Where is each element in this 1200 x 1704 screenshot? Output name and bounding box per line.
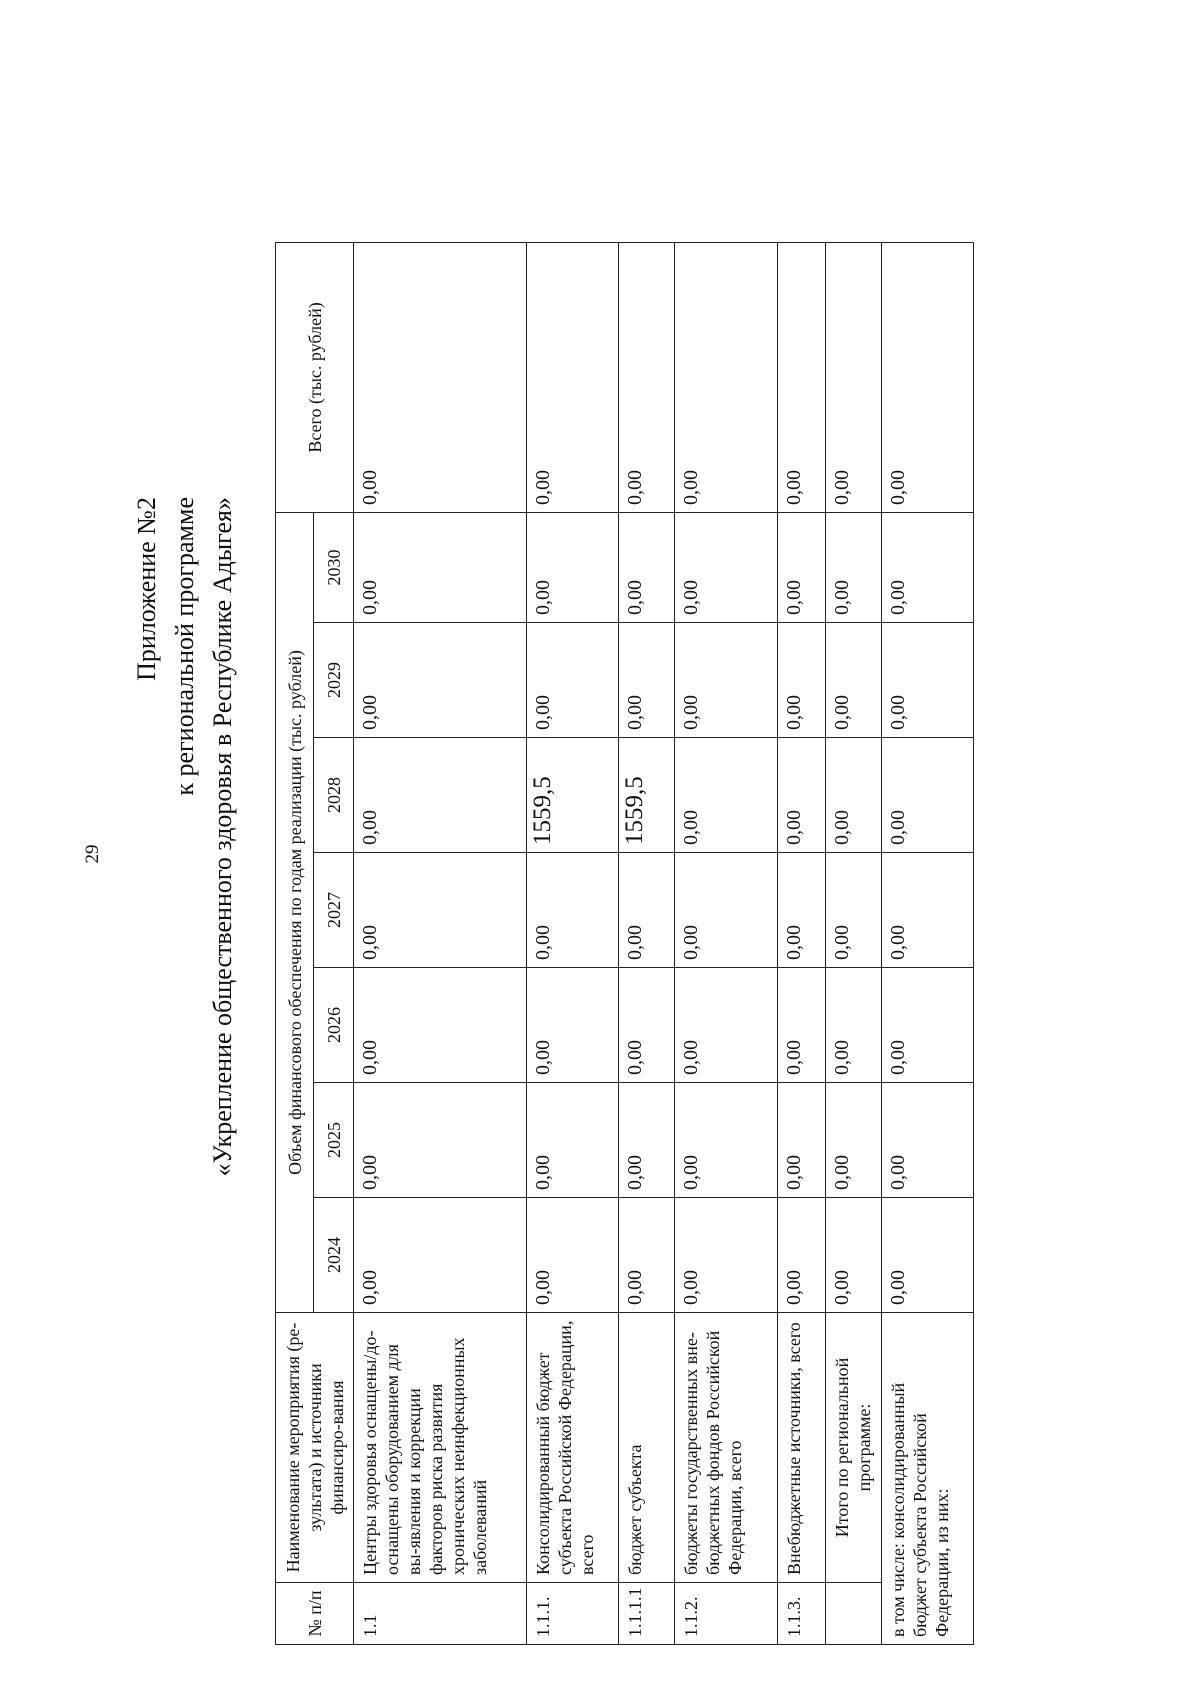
row-value: 0,00: [881, 1083, 973, 1198]
row-name: Итого по региональной программе:: [826, 1313, 881, 1583]
row-value: 0,00: [675, 968, 778, 1083]
row-value: 0,00: [881, 623, 973, 738]
table-row: [354, 242, 527, 1644]
row-name: Консолидированный бюджет субъекта Российской Федерации, всего: [526, 1313, 618, 1583]
row-name: бюджеты государственных вне-бюджетных фондов Российской Федерации, всего: [675, 1313, 778, 1583]
row-value: 0,00: [675, 512, 778, 622]
row-value: 0,00: [526, 853, 618, 968]
row-value: 0,00: [881, 738, 973, 853]
row-num: 1.1: [354, 1583, 527, 1645]
row-num: 1.1.1.1: [618, 1583, 674, 1645]
row-value: 0,00: [354, 738, 527, 853]
row-total: 0,00: [778, 242, 826, 512]
row-value: 0,00: [675, 738, 778, 853]
row-value: 0,00: [881, 1198, 973, 1313]
row-name: бюджет субъекта: [618, 1313, 674, 1583]
row-value: 0,00: [675, 623, 778, 738]
row-value: 0,00: [778, 853, 826, 968]
row-total: 0,00: [675, 242, 778, 512]
row-total: 0,00: [354, 242, 527, 512]
table-row: [881, 242, 973, 1644]
row-value: 0,00: [354, 1083, 527, 1198]
row-value: 0,00: [526, 968, 618, 1083]
header-year: 2030: [314, 512, 354, 622]
row-value: 0,00: [778, 738, 826, 853]
header-year: 2027: [314, 853, 354, 968]
row-value: 0,00: [354, 968, 527, 1083]
header-years-group: Объем финансового обеспечения по годам реализации (тыс. рублей): [276, 512, 314, 1312]
row-value: 0,00: [778, 623, 826, 738]
appendix-title: Приложение №2: [132, 497, 161, 681]
row-value: 0,00: [618, 512, 674, 622]
header-year: 2025: [314, 1083, 354, 1198]
row-value: 0,00: [618, 968, 674, 1083]
row-value: 0,00: [526, 1198, 618, 1313]
row-value: 0,00: [778, 1083, 826, 1198]
row-value: 1559,5: [526, 738, 618, 853]
header-year: 2029: [314, 623, 354, 738]
row-value: 0,00: [618, 1083, 674, 1198]
row-name: в том числе: консолидированный бюджет субъекта Российской Федерации, из них:: [881, 1313, 973, 1645]
row-value: 0,00: [526, 623, 618, 738]
row-value: 1559,5: [618, 738, 674, 853]
row-total: 0,00: [881, 242, 973, 512]
row-value: 0,00: [826, 738, 881, 853]
header-year: 2028: [314, 738, 354, 853]
table-row: [526, 242, 618, 1644]
row-value: 0,00: [675, 1083, 778, 1198]
row-total: 0,00: [526, 242, 618, 512]
row-value: 0,00: [881, 853, 973, 968]
row-value: 0,00: [778, 1198, 826, 1313]
row-value: 0,00: [354, 1198, 527, 1313]
row-value: 0,00: [881, 512, 973, 622]
page-number: 29: [82, 844, 103, 864]
table-row: [675, 242, 778, 1644]
row-num: 1.1.1.: [526, 1583, 618, 1645]
appendix-heading: [128, 497, 242, 1397]
header-num: № п/п: [276, 1583, 354, 1645]
row-name: Центры здоровья оснащены/до-оснащены оборудованием для вы-явления и коррекции факторов риска развития хронических неинфекционных заболеваний: [354, 1313, 527, 1583]
row-value: 0,00: [675, 1198, 778, 1313]
appendix-subtitle: к региональной программе: [170, 497, 199, 796]
financing-table: [275, 242, 974, 1645]
row-value: 0,00: [826, 1083, 881, 1198]
row-value: 0,00: [826, 853, 881, 968]
row-value: 0,00: [526, 1083, 618, 1198]
row-value: 0,00: [778, 512, 826, 622]
row-num: [826, 1583, 881, 1645]
row-num: 1.1.2.: [675, 1583, 778, 1645]
row-value: 0,00: [354, 623, 527, 738]
row-value: 0,00: [618, 1198, 674, 1313]
row-value: 0,00: [618, 623, 674, 738]
table-row: [778, 242, 826, 1644]
row-value: 0,00: [881, 968, 973, 1083]
header-year: 2026: [314, 968, 354, 1083]
row-value: 0,00: [354, 512, 527, 622]
row-name: Внебюджетные источники, всего: [778, 1313, 826, 1583]
row-value: 0,00: [826, 1198, 881, 1313]
row-value: 0,00: [826, 968, 881, 1083]
row-total: 0,00: [618, 242, 674, 512]
row-value: 0,00: [826, 623, 881, 738]
row-value: 0,00: [526, 512, 618, 622]
row-value: 0,00: [354, 853, 527, 968]
row-value: 0,00: [826, 512, 881, 622]
table-row: [826, 242, 881, 1644]
table-row: [618, 242, 674, 1644]
row-total: 0,00: [826, 242, 881, 512]
row-value: 0,00: [618, 853, 674, 968]
row-value: 0,00: [675, 853, 778, 968]
program-name: «Укрепление общественного здоровья в Республике Адыгея»: [208, 497, 237, 1177]
header-total: Всего (тыс. рублей): [276, 242, 354, 512]
row-value: 0,00: [778, 968, 826, 1083]
row-num: 1.1.3.: [778, 1583, 826, 1645]
header-name: Наименование мероприятия (ре-зультата) и источники финансиро-вания: [276, 1313, 354, 1583]
header-year: 2024: [314, 1198, 354, 1313]
